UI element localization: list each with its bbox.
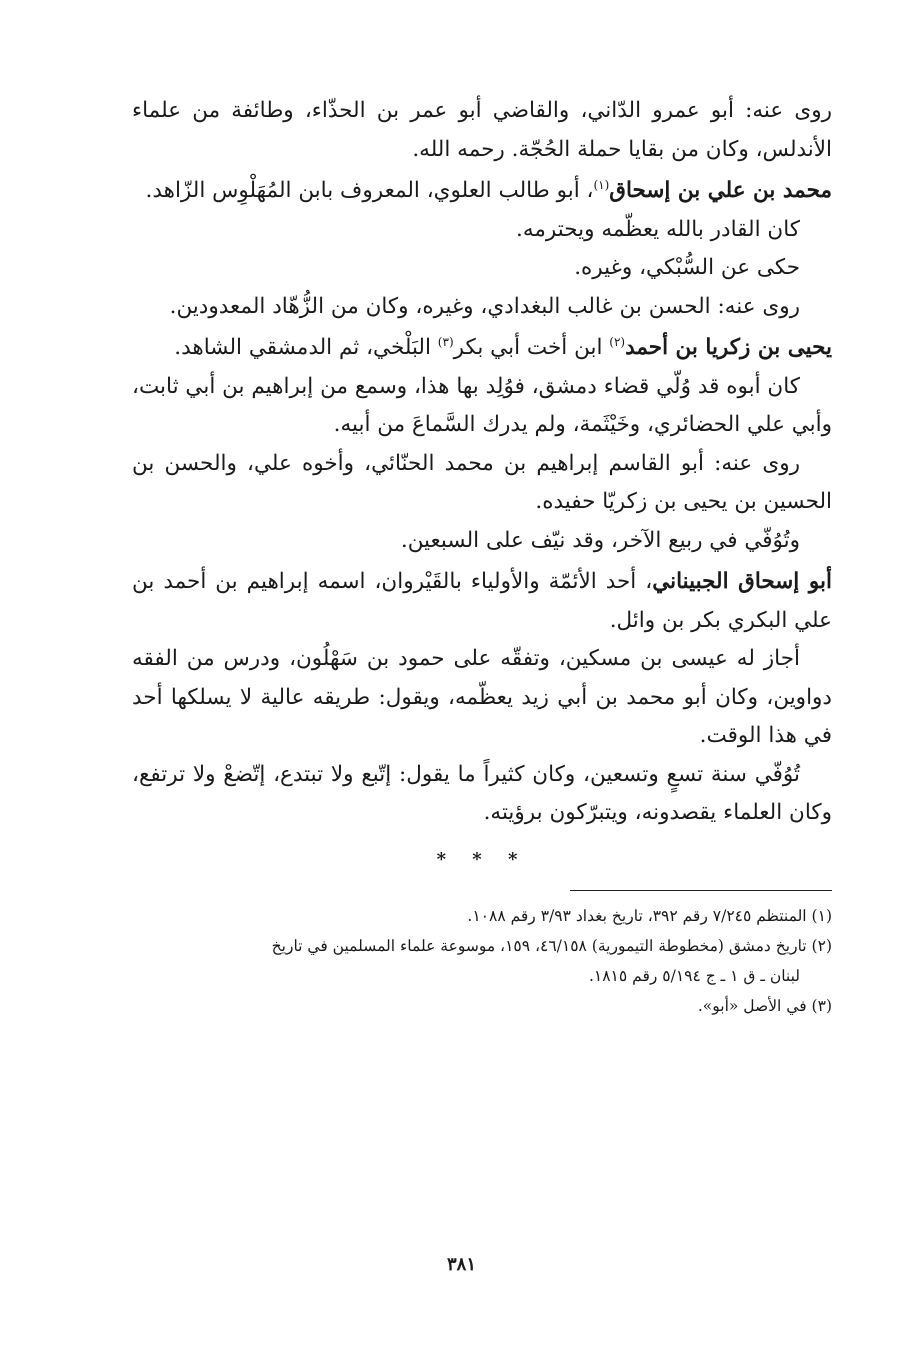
paragraph: روى عنه: الحسن بن غالب البغدادي، وغيره، وكان من الزُّهّاد المعدودين. bbox=[169, 293, 800, 319]
entry-text: البَلْخي، ثم الدمشقي الشاهد. bbox=[174, 335, 438, 360]
biography-entry bbox=[132, 329, 832, 368]
entry-name: محمد بن علي بن إسحاق bbox=[609, 178, 832, 203]
main-text bbox=[132, 92, 832, 833]
paragraph: كان أبوه قد وُلّي قضاء دمشق، فوُلِد بها هذا، وسمع من إبراهيم بن أبي ثابت، وأبي علي الحضائري، وخَيْثَمة، ولم يدرك السَّماعَ من أبيه. bbox=[132, 373, 832, 437]
footnote-text: في الأصل «أبو». bbox=[697, 996, 807, 1015]
entry-name: أبو إسحاق الجبيناني bbox=[652, 569, 832, 594]
footnote-number: (٣) bbox=[811, 996, 832, 1015]
footnote-rule bbox=[570, 890, 832, 891]
footnote bbox=[132, 991, 832, 1021]
paragraph: وتُوُفّي في ربيع الآخر، وقد نيّف على السبعين. bbox=[400, 527, 800, 553]
footnotes bbox=[132, 901, 832, 1021]
footnote-number: (١) bbox=[811, 906, 832, 925]
paragraph: حكى عن السُّبْكي، وغيره. bbox=[574, 255, 800, 280]
footnote-ref[interactable]: (٣) bbox=[437, 334, 454, 349]
footnote-text: المنتظم ٧/٢٤٥ رقم ٣٩٢، تاريخ بغداد ٣/٩٣ رقم ١٠٨٨. bbox=[467, 906, 807, 925]
footnote-ref[interactable]: (٢) bbox=[609, 334, 626, 349]
page-body bbox=[132, 92, 832, 1021]
paragraph: روى عنه: أبو عمرو الدّاني، والقاضي أبو عمر بن الحذّاء، وطائفة من علماء الأندلس، وكان من بقايا حملة الحُجّة. رحمه الله. bbox=[132, 98, 832, 162]
paragraph: أجاز له عيسى بن مسكين، وتفقّه على حمود بن سَهْلُون، ودرس من الفقه دواوين، وكان أبو محمد بن أبي زيد يعظّمه، ويقول: طريقه عالية لا يسلكها أحد في هذا الوقت. bbox=[132, 646, 832, 748]
footnote-text-continued: لبنان ـ ق ١ ـ ج ٥/١٩٤ رقم ١٨١٥. bbox=[588, 966, 800, 985]
biography-entry bbox=[132, 172, 832, 211]
paragraph: روى عنه: أبو القاسم إبراهيم بن محمد الحنّائي، وأخوه علي، والحسن بن الحسين بن يحيى بن زكريّا حفيده. bbox=[132, 450, 832, 514]
footnote bbox=[132, 931, 832, 991]
entry-text: ، أبو طالب العلوي، المعروف بابن المُهَلْوِس الزّاهد. bbox=[145, 178, 594, 203]
footnote-number: (٢) bbox=[811, 936, 832, 955]
footnote bbox=[132, 901, 832, 931]
biography-entry bbox=[132, 563, 832, 640]
page-number: ٣٨١ bbox=[446, 1254, 476, 1275]
paragraph: تُوُفّي سنة تسعٍ وتسعين، وكان كثيراً ما يقول: إتّبع ولا تبتدع، إتّضعْ ولا ترتفع، وكان العلماء يقصدونه، ويتبرّكون برؤيته. bbox=[132, 761, 832, 825]
entry-name: يحيى بن زكريا بن أحمد bbox=[625, 335, 832, 360]
entry-text: ابن أخت أبي بكر bbox=[453, 335, 610, 360]
entry-text: ، أحد الأئمّة والأولياء بالقَيْروان، اسمه إبراهيم بن أحمد بن علي البكري بكر بن وائل. bbox=[132, 569, 832, 633]
paragraph: كان القادر بالله يعظّمه ويحترمه. bbox=[516, 216, 800, 242]
section-separator: * * * bbox=[436, 848, 528, 870]
footnote-text: تاريخ دمشق (مخطوطة التيمورية) ٤٦/١٥٨، ١٥٩، موسوعة علماء المسلمين في تاريخ bbox=[271, 936, 807, 955]
footnote-ref[interactable]: (١) bbox=[593, 177, 610, 192]
